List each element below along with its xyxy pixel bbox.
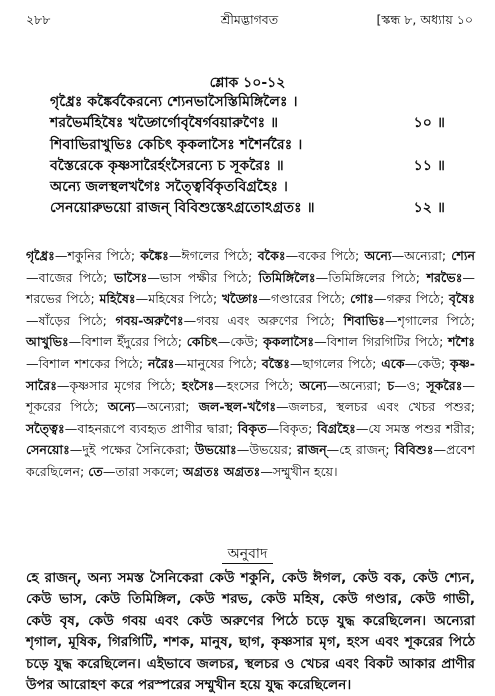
synonym-word: সেনয়োঃ [26, 442, 70, 458]
verse-line-text: গৃধ্রৈঃ কঙ্কৈর্বকৈরন্যে শ্যেনভাসৈস্তিমিঙ্গিলৈঃ । [50, 94, 298, 110]
synonym-word: আখুভিঃ [26, 334, 69, 350]
synonym-word: তে [88, 463, 103, 479]
synonym-word: শরভৈঃ [426, 269, 463, 285]
synonym-meaning: —বিশাল গিরগিটির পিঠে; [314, 334, 449, 350]
synonym-meaning: —অন্যেরা; [391, 248, 452, 263]
synonym-word: অগ্রতঃ অগ্রতঃ [182, 463, 261, 479]
synonym-meaning: —গরুর পিঠে; [373, 291, 450, 307]
synonym-meaning: —শকুনির পিঠে; [54, 248, 141, 263]
verse-line [50, 156, 445, 177]
synonym-word: উভয়োঃ [194, 442, 237, 458]
synonym-word: নরৈঃ [147, 355, 175, 371]
synonym-word: বৃষৈঃ [449, 291, 475, 307]
synonym-meaning: —বকের পিঠে; [285, 248, 365, 263]
verse-line-text: বস্তৈরেকে কৃষ্ণসারৈর্হংসৈরন্যে চ সূকরৈঃ ॥ [50, 157, 284, 174]
synonym-word: বিবিশুঃ [394, 442, 434, 458]
synonym-meaning: —তারা সকলে; [102, 463, 183, 479]
synonym-word: মহিষৈঃ [99, 291, 136, 307]
book-title: শ্রীমদ্ভাগবত [220, 12, 279, 27]
page-number: ২৮৮ [26, 12, 51, 27]
translation-paragraph: হে রাজন্, অন্য সমস্ত সৈনিকেরা কেউ শকুনি, কেউ ঈগল, কেউ বক, কেউ শ্যেন, কেউ ভাস, কেউ তিমিঙ্গিল, কেউ শরভ, কেউ মহিষ, কেউ গণ্ডার, কেউ গাভী, কেউ বৃষ, কেউ গবয় এবং কেউ অরুণের পিঠে চড়ে যুদ্ধ করেছিলেন। অন্যেরা শৃগাল, মূষিক, গিরগিটি, শশক, মানুষ, ছাগ, কৃষ্ণসার মৃগ, হংস এবং শূকরের পিঠে চড়ে যুদ্ধ করেছিলেন। এইভাবে জলচর, স্থলচর ও খেচর এবং বিকট আকার প্রাণীর উপর আরোহণ করে পরস্পরের সম্মুখীন হয়ে যুদ্ধ করেছিলেন। [26, 570, 475, 694]
synonym-meaning: —অন্যেরা; [134, 399, 199, 415]
synonym-word: অন্যে [299, 377, 327, 393]
synonym-word: বকৈঃ [257, 248, 286, 263]
synonym-meaning: —বাজের পিঠে; [26, 269, 114, 285]
synonym-meaning: —গবয় এবং অরুণের পিঠে; [183, 312, 344, 328]
synonym-word: কৃষ্ণ-সারৈঃ [26, 355, 475, 393]
synonym-word: কেচিৎ [186, 334, 218, 350]
verse-line [50, 92, 445, 113]
synonym-word: বিকৃত [237, 420, 267, 436]
synonym-meaning: —কেউ; [404, 355, 451, 371]
synonym-meaning: —মহিষের পিঠে; [135, 291, 223, 307]
synonym-meaning: —কেউ; [217, 334, 264, 350]
translation-section [26, 568, 475, 696]
synonym-meaning: —মানুষের পিঠে; [174, 355, 262, 371]
synonym-word: তিমিঙ্গিলৈঃ [258, 269, 316, 285]
synonym-meaning: —শূকরের পিঠে; [26, 377, 475, 415]
synonym-word: অন্যে [107, 399, 135, 415]
verse-line [50, 198, 445, 219]
synonym-meaning: —শৃগালের পিঠে; [384, 312, 475, 328]
synonym-word: শশৈঃ [448, 334, 475, 350]
verse-line-text: শরভৈর্মহিষৈঃ খড্গৈর্গোবৃষৈর্গবয়ারুণৈঃ ॥ [50, 115, 279, 132]
chapter-info: [স্কন্ধ ৮, অধ্যায় ১০ [376, 12, 473, 27]
synonym-word: কৃকলাসৈঃ [263, 334, 315, 350]
synonym-word: শিবাভিঃ [343, 312, 385, 328]
verse-line [50, 177, 445, 198]
synonym-meaning: —কৃষ্ণসার মৃগের পিঠে; [56, 377, 182, 393]
verse-number: শ্লোক ১০-১২ [209, 75, 286, 91]
synonym-meaning: —উভয়ের; [236, 442, 298, 458]
synonym-word: সূকরৈঃ [426, 377, 463, 393]
verse-line-text: সেনয়োরুভয়ো রাজন্ বিবিশুস্তেঽগ্রতোঽগ্রতঃ ॥ [50, 200, 315, 217]
synonym-word: সত্ত্বৈঃ [26, 420, 65, 436]
synonyms-section [26, 245, 475, 483]
synonym-meaning: —অন্যেরা; [326, 377, 388, 393]
synonym-word: রাজন্ [297, 442, 327, 458]
synonym-word: গোঃ [350, 291, 374, 307]
synonym-word: কঙ্কৈঃ [140, 248, 169, 263]
page-header [26, 8, 473, 30]
synonym-word: শ্যেন [451, 248, 475, 263]
verse-line [50, 113, 445, 134]
synonym-meaning: —বিশাল ইঁদুরের পিঠে; [68, 334, 187, 350]
verse-line-number: ১১ ॥ [413, 157, 445, 174]
synonym-word: অন্যে [364, 248, 392, 263]
synonym-meaning: —ভাস পক্ষীর পিঠে; [147, 269, 259, 285]
synonym-meaning: —তিমিঙ্গিলের পিঠে; [315, 269, 427, 285]
synonym-meaning: —শরভের পিঠে; [26, 269, 476, 307]
synonym-word: একে [381, 355, 405, 371]
translation-heading [0, 542, 495, 566]
synonym-word: গবয়-অরুণৈঃ [115, 312, 184, 328]
synonym-meaning: —জলচর, স্থলচর এবং খেচর পশুর; [276, 399, 475, 415]
synonym-meaning: —হংসের পিঠে; [214, 377, 300, 393]
verse-line-number: ১০ ॥ [413, 115, 445, 132]
synonym-meaning: —সম্মুখীন হয়ে। [260, 463, 338, 479]
synonym-word: চ [387, 377, 395, 393]
synonym-meaning: —গণ্ডারের পিঠে; [258, 291, 351, 307]
synonym-word: হংসৈঃ [181, 377, 215, 393]
verse-line [50, 135, 445, 156]
synonym-word: ভাসৈঃ [113, 269, 148, 285]
synonym-meaning: —প্রবেশ করেছিলেন; [26, 442, 475, 479]
synonym-meaning: —ষাঁড়ের পিঠে; [26, 312, 116, 328]
verse-text [50, 92, 445, 220]
translation-heading-label: অনুবাদ [222, 546, 274, 564]
synonym-meaning: —বাহনরূপে ব্যবহৃত প্রাণীর দ্বারা; [64, 420, 238, 436]
synonym-word: জল-স্থল-খগৈঃ [198, 399, 277, 415]
synonym-meaning: —বিকৃত; [266, 420, 318, 436]
synonym-meaning: —ও; [394, 377, 427, 393]
verse-line-text: শিবাভিরাখুভিঃ কেচিৎ কৃকলাসৈঃ শশৈর্নরৈঃ । [50, 136, 303, 153]
synonym-meaning: —বিশাল শশকের পিঠে; [26, 355, 148, 371]
synonym-meaning: —দুই পক্ষের সৈনিকেরা; [69, 442, 195, 458]
synonym-meaning: —হে রাজন্; [326, 442, 395, 458]
synonym-meaning: —যে সমস্ত পশুর শরীর; [355, 420, 476, 436]
synonym-meaning: —ঈগলের পিঠে; [168, 248, 258, 263]
synonym-word: বিগ্রহৈঃ [317, 420, 356, 436]
synonym-word: খড্গৈঃ [222, 291, 259, 307]
verse-line-number: ১২ ॥ [413, 200, 445, 217]
synonyms-paragraph [26, 245, 475, 483]
synonym-meaning: —ছাগলের পিঠে; [289, 355, 382, 371]
synonym-word: বস্তৈঃ [261, 355, 290, 371]
verse-line-text: অন্যে জলস্থলখগৈঃ সত্ত্বৈর্বিকৃতবিগ্রহৈঃ । [50, 179, 288, 196]
synonym-word: গৃধ্রৈঃ [26, 248, 55, 263]
